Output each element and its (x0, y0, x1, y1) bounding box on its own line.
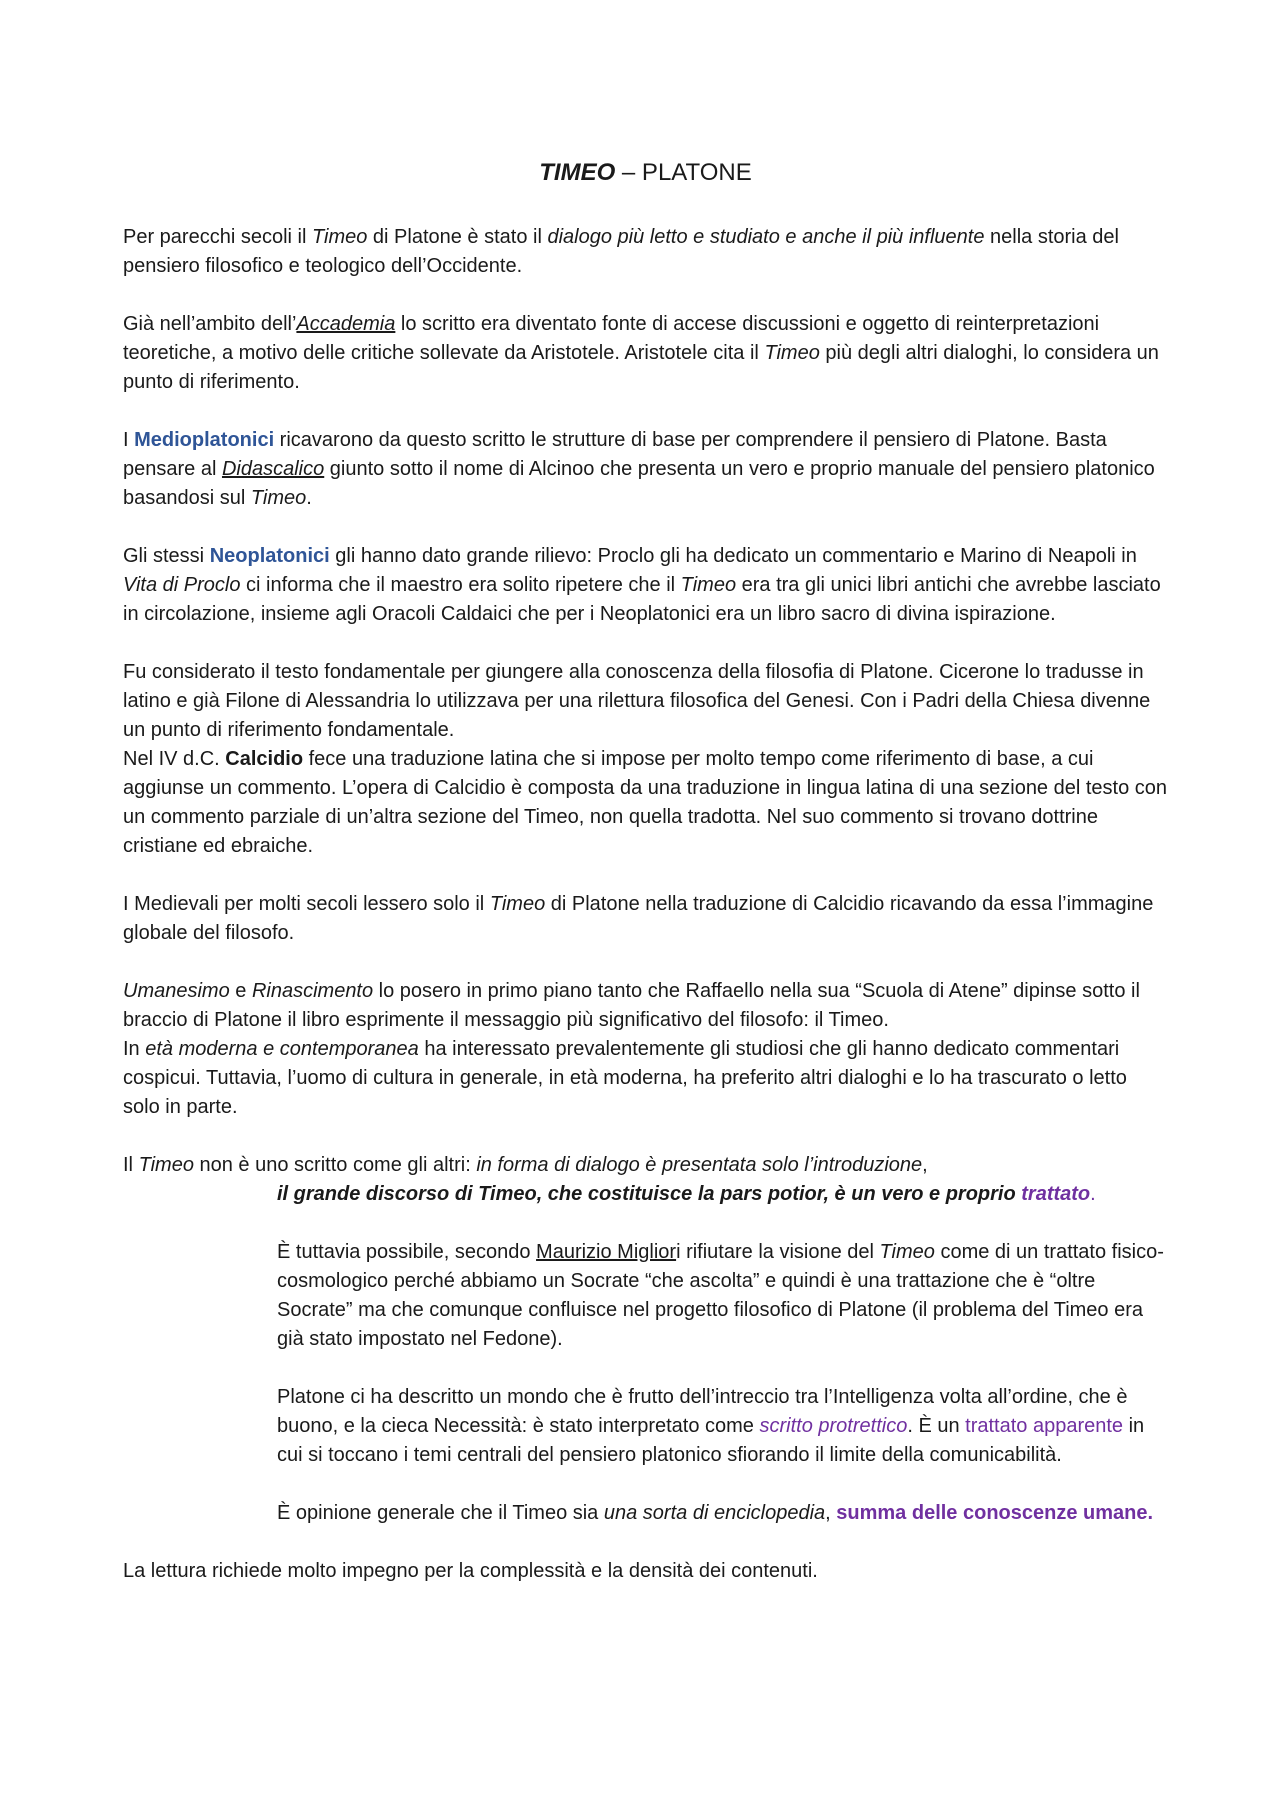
text-span: giunto sotto il nome di Alcinoo che presenta un vero e proprio manuale del pensiero platonico basandosi sul (123, 458, 1155, 509)
text-span: In (123, 1038, 146, 1060)
text-span: i rifiutare la visione del (676, 1241, 880, 1263)
highlight-trattato: trattato (1021, 1183, 1091, 1205)
text-span: Il (123, 1154, 139, 1176)
text-italic: Timeo (138, 1154, 194, 1176)
text-underlined: Maurizio Miglior (536, 1241, 677, 1263)
text-span: e (229, 980, 252, 1002)
paragraph-9 (123, 1035, 1168, 1122)
text-span: I (123, 429, 135, 451)
paragraph-10 (123, 1151, 1168, 1180)
text-span: , (922, 1154, 928, 1176)
text-bold-italic: il grande discorso di Timeo, che costituisce la pars potior, è un vero e proprio (277, 1183, 1022, 1205)
text-underlined-italic: Didascalico (221, 458, 325, 480)
highlight-medioplatonici: Medioplatonici (134, 429, 275, 451)
text-italic: Timeo (680, 574, 737, 596)
text-span: . È un (907, 1415, 966, 1437)
paragraph-4 (123, 542, 1168, 629)
text-italic: Timeo (489, 893, 546, 915)
text-span: È tuttavia possibile, secondo (277, 1241, 537, 1263)
paragraph-14 (277, 1499, 1168, 1528)
text-italic: Umanesimo (123, 980, 230, 1002)
text-italic: in forma di dialogo è presentata solo l’introduzione (476, 1154, 923, 1176)
text-underlined-italic: Accademia (296, 313, 396, 335)
text-span: lo posero in primo piano tanto che Raffaello nella sua “Scuola di Atene” dipinse sotto il braccio di Platone il libro esprimente il messaggio più significativo del filosofo: il Timeo. (123, 980, 1140, 1031)
text-span: gli hanno dato grande rilievo: Proclo gli ha dedicato un commentario e Marino di Neapoli in (329, 545, 1137, 567)
text-italic: dialogo più letto e studiato e anche il più influente (547, 226, 985, 248)
paragraph-2 (123, 310, 1168, 397)
text-span: Platone ci ha descritto un mondo che è frutto dell’intreccio tra l’Intelligenza volta all’ordine, che è buono, e la cieca Necessità: è stato interpretato come (277, 1386, 1128, 1437)
text-bold: Calcidio (225, 748, 304, 770)
text-span: in cui si toccano i temi centrali del pensiero platonico sfiorando il limite della comunicabilità. (277, 1415, 1145, 1466)
page-title (123, 158, 1168, 188)
text-span: di Platone nella traduzione di Calcidio ricavando da essa l’immagine globale del filosofo. (123, 893, 1154, 944)
title-main: TIMEO (539, 159, 616, 186)
paragraph-8 (123, 977, 1168, 1035)
text-italic: Timeo (250, 487, 307, 509)
paragraph-5 (123, 658, 1168, 745)
text-span: Fu considerato il testo fondamentale per giungere alla conoscenza della filosofia di Platone. Cicerone lo tradusse in latino e già Filone di Alessandria lo utilizzava per una rilettura filosofica del Genesi. Con i Padri della Chiesa divenne un punto di riferimento fondamentale. (123, 661, 1151, 741)
paragraph-15 (123, 1557, 1168, 1586)
highlight-trattato-apparente: trattato apparente (965, 1415, 1124, 1437)
text-span: non è uno scritto come gli altri: (193, 1154, 477, 1176)
paragraph-7 (123, 890, 1168, 948)
text-span: , (825, 1502, 837, 1524)
text-span: La lettura richiede molto impegno per la complessità e la densità dei contenuti. (123, 1560, 818, 1582)
highlight-scritto-protrettico: scritto protrettico (759, 1415, 908, 1437)
text-span: Per parecchi secoli il (123, 226, 312, 248)
text-span: era tra gli unici libri antichi che avrebbe lasciato in circolazione, insieme agli Oracoli Caldaici che per i Neoplatonici era un libro sacro di divina ispirazione. (123, 574, 1161, 625)
text-italic: età moderna e contemporanea (145, 1038, 419, 1060)
text-span: come di un trattato fisico-cosmologico perché abbiamo un Socrate “che ascolta” e quindi è una trattazione che è “oltre Socrate” ma che comunque confluisce nel progetto filosofico di Platone (il problema del Timeo era già stato impostato nel Fedone). (277, 1241, 1164, 1350)
text-italic: una sorta di enciclopedia (603, 1502, 826, 1524)
text-span: . (306, 487, 312, 509)
text-span: . (1090, 1183, 1096, 1205)
text-span: lo scritto era diventato fonte di accese discussioni e oggetto di reinterpretazioni teoretiche, a motivo delle critiche sollevate da Aristotele. Aristotele cita il (123, 313, 1100, 364)
text-span: È opinione generale che il Timeo sia (277, 1502, 604, 1524)
text-italic: Rinascimento (251, 980, 374, 1002)
text-span: Nel IV d.C. (123, 748, 226, 770)
highlight-summa: summa delle conoscenze umane. (836, 1502, 1154, 1524)
text-italic: Vita di Proclo (123, 574, 241, 596)
text-span: Gli stessi (123, 545, 210, 567)
paragraph-6 (123, 745, 1168, 861)
text-span: I Medievali per molti secoli lessero solo il (123, 893, 490, 915)
text-span: fece una traduzione latina che si impose per molto tempo come riferimento di base, a cui aggiunse un commento. L’opera di Calcidio è composta da una traduzione in lingua latina di una sezione del testo con un commento parziale di un’altra sezione del Timeo, non quella tradotta. Nel suo commento si trovano dottrine cristiane ed ebraiche. (123, 748, 1168, 857)
paragraph-11 (277, 1180, 1168, 1209)
text-italic: Timeo (311, 226, 368, 248)
paragraph-3 (123, 426, 1168, 513)
text-span: ricavarono da questo scritto le strutture di base per comprendere il pensiero di Platone. Basta pensare al (123, 429, 1107, 480)
paragraph-1 (123, 223, 1168, 281)
text-span: nella storia del pensiero filosofico e teologico dell’Occidente. (123, 226, 1119, 277)
text-span: ha interessato prevalentemente gli studiosi che gli hanno dedicato commentari cospicui. Tuttavia, l’uomo di cultura in generale, in età moderna, ha preferito altri dialoghi e lo ha trascurato o letto solo in parte. (123, 1038, 1127, 1118)
highlight-neoplatonici: Neoplatonici (209, 545, 330, 567)
title-author: – PLATONE (615, 159, 752, 186)
text-span: di Platone è stato il (367, 226, 548, 248)
paragraph-12 (277, 1238, 1168, 1354)
text-span: Già nell’ambito dell’ (123, 313, 297, 335)
text-italic: Timeo (879, 1241, 935, 1263)
text-span: ci informa che il maestro era solito ripetere che il (240, 574, 681, 596)
text-italic: Timeo (764, 342, 820, 364)
paragraph-13 (277, 1383, 1168, 1470)
document-body (123, 223, 1168, 1615)
text-span: più degli altri dialoghi, lo considera un punto di riferimento. (123, 342, 1159, 393)
